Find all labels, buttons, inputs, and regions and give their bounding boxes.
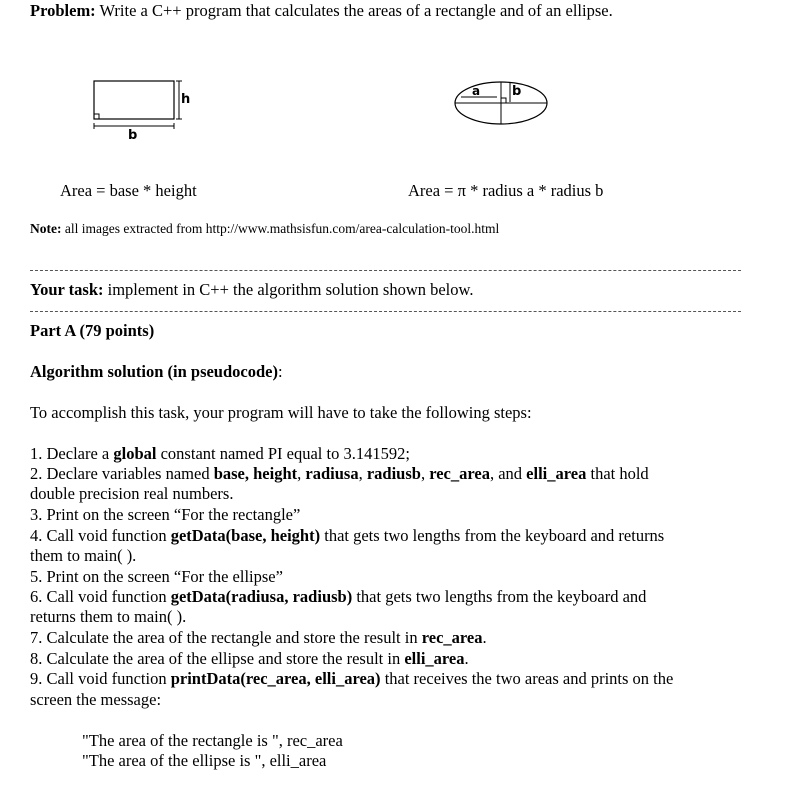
rectangle-figure — [86, 76, 196, 146]
task-label: Your task: — [30, 280, 104, 299]
step-1: 1. Declare a global constant named PI equal to 3.141592; — [30, 444, 410, 463]
step-5: 5. Print on the screen “For the ellipse” — [30, 567, 283, 586]
note-text: all images extracted from http://www.mathsisfun.com/area-calculation-tool.html — [61, 221, 500, 236]
ellipse-figure — [452, 80, 552, 130]
problem-label: Problem: — [30, 1, 96, 20]
rectangle-shape — [94, 81, 174, 119]
step-8: 8. Calculate the area of the ellipse and store the result in elli_area. — [30, 649, 469, 668]
message-rectangle: "The area of the rectangle is ", rec_area — [82, 731, 343, 750]
intro-text: To accomplish this task, your program will have to take the following steps: — [30, 403, 532, 422]
message-ellipse: "The area of the ellipse is ", elli_area — [82, 751, 327, 770]
rectangle-base-label: b — [128, 128, 138, 143]
task-statement — [30, 280, 474, 300]
algorithm-heading: Algorithm solution (in pseudocode): — [30, 362, 283, 381]
rectangle-height-label: h — [181, 92, 191, 107]
task-text: implement in C++ the algorithm solution shown below. — [103, 280, 474, 299]
ellipse-a-label: a — [472, 84, 481, 98]
step-9: 9. Call void function printData(rec_area, elli_area) that receives the two areas and prints on the — [30, 669, 674, 688]
step-9-continued: screen the message: — [30, 690, 162, 709]
step-2: 2. Declare variables named base, height, radiusa, radiusb, rec_area, and elli_area that hold — [30, 464, 649, 483]
step-2-continued: double precision real numbers. — [30, 484, 234, 503]
problem-text: Write a C++ program that calculates the areas of a rectangle and of an ellipse. — [95, 1, 613, 20]
right-angle-mark — [94, 114, 99, 119]
step-3: 3. Print on the screen “For the rectangle” — [30, 505, 301, 524]
note — [30, 221, 499, 237]
step-4-continued: them to main( ). — [30, 546, 137, 565]
step-7: 7. Calculate the area of the rectangle and store the result in rec_area. — [30, 628, 487, 647]
note-label: Note: — [30, 221, 62, 236]
divider — [30, 311, 741, 312]
step-6: 6. Call void function getData(radiusa, radiusb) that gets two lengths from the keyboard and — [30, 587, 647, 606]
part-a-heading: Part A (79 points) — [30, 321, 155, 340]
ellipse-area-formula: Area = π * radius a * radius b — [408, 181, 604, 200]
rectangle-area-formula: Area = base * height — [60, 181, 197, 200]
step-6-continued: returns them to main( ). — [30, 607, 187, 626]
divider — [30, 270, 741, 271]
problem-statement — [30, 1, 613, 21]
ellipse-b-label: b — [512, 84, 522, 99]
step-4: 4. Call void function getData(base, height) that gets two lengths from the keyboard and returns — [30, 526, 665, 545]
